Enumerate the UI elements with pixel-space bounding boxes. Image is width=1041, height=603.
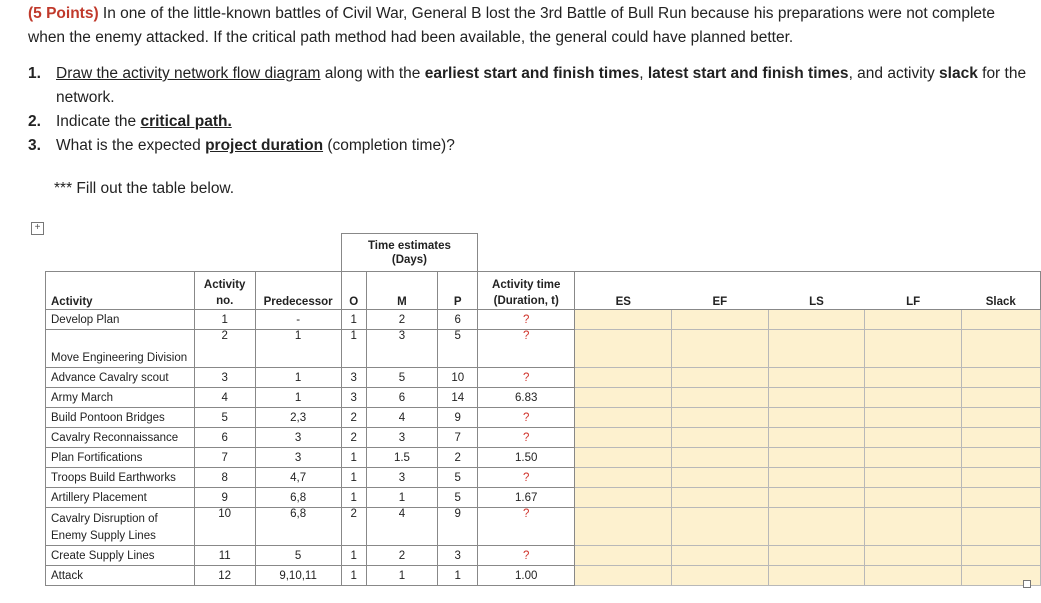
activity-time-cell: ? <box>478 508 575 546</box>
slack-input-cell[interactable] <box>961 428 1040 448</box>
activity-no-cell: 10 <box>194 508 255 546</box>
activity-time-cell: ? <box>478 408 575 428</box>
optimistic-cell: 1 <box>341 546 366 566</box>
predecessor-cell: 6,8 <box>255 488 341 508</box>
slack-input-cell[interactable] <box>961 488 1040 508</box>
lf-input-cell[interactable] <box>865 488 962 508</box>
activity-no-cell: 2 <box>194 330 255 368</box>
question-number: 2. <box>28 113 41 130</box>
predecessor-cell: 1 <box>255 330 341 368</box>
es-header: ES <box>575 272 672 310</box>
lf-input-cell[interactable] <box>865 448 962 468</box>
table-row <box>46 448 1041 468</box>
activity-name-cell: Plan Fortifications <box>46 448 195 468</box>
es-input-cell[interactable] <box>575 546 672 566</box>
activity-no-cell: 12 <box>194 566 255 586</box>
activity-time-cell: 6.83 <box>478 388 575 408</box>
table-row <box>46 408 1041 428</box>
most-likely-cell: 4 <box>366 408 437 428</box>
ef-input-cell[interactable] <box>671 388 768 408</box>
ls-input-cell[interactable] <box>768 388 865 408</box>
predecessor-cell: 5 <box>255 546 341 566</box>
activity-name-cell: Create Supply Lines <box>46 546 195 566</box>
es-input-cell[interactable] <box>575 368 672 388</box>
activity-name-cell: Attack <box>46 566 195 586</box>
optimistic-cell: 1 <box>341 448 366 468</box>
optimistic-cell: 2 <box>341 428 366 448</box>
es-input-cell[interactable] <box>575 310 672 330</box>
ef-input-cell[interactable] <box>671 310 768 330</box>
activity-name-cell: Troops Build Earthworks <box>46 468 195 488</box>
optimistic-header: O <box>341 272 366 310</box>
activity-no-cell: 8 <box>194 468 255 488</box>
activity-time-cell: 1.50 <box>478 448 575 468</box>
most-likely-cell: 2 <box>366 546 437 566</box>
table-row <box>46 566 1041 586</box>
q3-text-2: (completion time)? <box>323 137 455 154</box>
es-input-cell[interactable] <box>575 408 672 428</box>
q3-text-1: What is the expected <box>56 137 206 154</box>
most-likely-cell: 1 <box>366 488 437 508</box>
ef-input-cell[interactable] <box>671 368 768 388</box>
lf-input-cell[interactable] <box>865 508 962 546</box>
es-input-cell[interactable] <box>575 448 672 468</box>
predecessor-cell: 6,8 <box>255 508 341 546</box>
points-label: (5 Points) <box>28 5 99 22</box>
q2-text-1: Indicate the <box>56 113 141 130</box>
slack-input-cell[interactable] <box>961 508 1040 546</box>
q1-bold-2: latest start and finish times <box>647 65 849 82</box>
critical-path-text: critical path. <box>140 113 232 130</box>
activity-no-cell: 11 <box>194 546 255 566</box>
lf-input-cell[interactable] <box>865 566 962 586</box>
lf-input-cell[interactable] <box>865 310 962 330</box>
activity-time-cell: ? <box>478 546 575 566</box>
activity-time-cell: ? <box>478 310 575 330</box>
slack-header: Slack <box>961 272 1040 310</box>
pessimistic-cell: 3 <box>438 546 478 566</box>
lf-input-cell[interactable] <box>865 468 962 488</box>
most-likely-cell: 2 <box>366 310 437 330</box>
predecessor-cell: 1 <box>255 388 341 408</box>
pessimistic-cell: 6 <box>438 310 478 330</box>
es-input-cell[interactable] <box>575 566 672 586</box>
days-header: (Days) <box>391 253 428 266</box>
activity-time-header-2: (Duration, t) <box>493 295 559 307</box>
pessimistic-cell: 5 <box>438 330 478 368</box>
slack-input-cell[interactable] <box>961 388 1040 408</box>
ls-input-cell[interactable] <box>768 468 865 488</box>
slack-input-cell[interactable] <box>961 546 1040 566</box>
intro-text: In one of the little-known battles of Civil War, General B lost the 3rd Battle of Bull Run because his preparations were not complete when the enemy attacked. If the critical path method had been available, the general could have planned better. <box>28 5 995 46</box>
activity-name-cell: Artillery Placement <box>46 488 195 508</box>
ls-header: LS <box>768 272 865 310</box>
ls-input-cell[interactable] <box>768 310 865 330</box>
es-input-cell[interactable] <box>575 330 672 368</box>
pessimistic-cell: 1 <box>438 566 478 586</box>
slack-input-cell[interactable] <box>961 448 1040 468</box>
activity-name-cell: Cavalry Reconnaissance <box>46 428 195 448</box>
activity-no-header-1: Activity <box>203 279 246 291</box>
slack-input-cell[interactable] <box>961 368 1040 388</box>
lf-input-cell[interactable] <box>865 428 962 448</box>
pessimistic-header: P <box>438 272 478 310</box>
optimistic-cell: 1 <box>341 468 366 488</box>
most-likely-cell: 3 <box>366 468 437 488</box>
ls-input-cell[interactable] <box>768 448 865 468</box>
pessimistic-cell: 5 <box>438 468 478 488</box>
ef-input-cell[interactable] <box>671 508 768 546</box>
activity-name-cell: Develop Plan <box>46 310 195 330</box>
activity-time-cell: ? <box>478 428 575 448</box>
pessimistic-cell: 2 <box>438 448 478 468</box>
slack-input-cell[interactable] <box>961 310 1040 330</box>
activity-time-cell: ? <box>478 368 575 388</box>
pessimistic-cell: 14 <box>438 388 478 408</box>
optimistic-cell: 2 <box>341 408 366 428</box>
slack-input-cell[interactable] <box>961 408 1040 428</box>
project-duration-text: project duration <box>205 137 324 154</box>
draw-diagram-text: Draw the activity network flow diagram <box>56 65 321 82</box>
table-row <box>46 388 1041 408</box>
optimistic-cell: 3 <box>341 368 366 388</box>
lf-input-cell[interactable] <box>865 368 962 388</box>
es-input-cell[interactable] <box>575 508 672 546</box>
ef-input-cell[interactable] <box>671 488 768 508</box>
lf-header: LF <box>865 272 962 310</box>
q1-bold-3: slack <box>939 65 978 82</box>
predecessor-cell: 4,7 <box>255 468 341 488</box>
activity-name-cell: Advance Cavalry scout <box>46 368 195 388</box>
ef-input-cell[interactable] <box>671 448 768 468</box>
optimistic-cell: 1 <box>341 310 366 330</box>
ef-header: EF <box>671 272 768 310</box>
lf-input-cell[interactable] <box>865 546 962 566</box>
most-likely-header: M <box>366 272 437 310</box>
pessimistic-cell: 7 <box>438 428 478 448</box>
activity-no-cell: 1 <box>194 310 255 330</box>
ef-input-cell[interactable] <box>671 468 768 488</box>
ls-input-cell[interactable] <box>768 330 865 368</box>
q1-text-3: , and activity <box>848 65 940 82</box>
activity-no-cell: 5 <box>194 408 255 428</box>
question-number: 1. <box>28 65 41 82</box>
question-list <box>28 62 1028 158</box>
activity-table <box>45 233 1041 586</box>
optimistic-cell: 1 <box>341 330 366 368</box>
table-row <box>46 546 1041 566</box>
slack-input-cell[interactable] <box>961 330 1040 368</box>
activity-name-cell: Army March <box>46 388 195 408</box>
table-move-handle-icon[interactable]: + <box>31 222 44 235</box>
ef-input-cell[interactable] <box>671 330 768 368</box>
most-likely-cell: 6 <box>366 388 437 408</box>
table-row <box>46 508 1041 546</box>
lf-input-cell[interactable] <box>865 330 962 368</box>
activity-no-cell: 6 <box>194 428 255 448</box>
ls-input-cell[interactable] <box>768 488 865 508</box>
slack-input-cell[interactable] <box>961 468 1040 488</box>
optimistic-cell: 3 <box>341 388 366 408</box>
table-row <box>46 428 1041 448</box>
es-input-cell[interactable] <box>575 388 672 408</box>
q1-text-2: , <box>639 65 648 82</box>
predecessor-header: Predecessor <box>255 272 341 310</box>
predecessor-cell: 2,3 <box>255 408 341 428</box>
activity-no-cell: 7 <box>194 448 255 468</box>
optimistic-cell: 1 <box>341 488 366 508</box>
problem-intro <box>28 2 1028 50</box>
predecessor-cell: 1 <box>255 368 341 388</box>
question-number: 3. <box>28 137 41 154</box>
activity-name-cell: Build Pontoon Bridges <box>46 408 195 428</box>
pessimistic-cell: 9 <box>438 508 478 546</box>
table-row <box>46 330 1041 368</box>
lf-input-cell[interactable] <box>865 408 962 428</box>
ls-input-cell[interactable] <box>768 368 865 388</box>
most-likely-cell: 4 <box>366 508 437 546</box>
activity-time-cell: ? <box>478 330 575 368</box>
table-row <box>46 488 1041 508</box>
most-likely-cell: 3 <box>366 428 437 448</box>
most-likely-cell: 5 <box>366 368 437 388</box>
question-1 <box>28 62 1028 110</box>
activity-name-cell: Move Engineering Division <box>46 330 195 368</box>
q1-text-4: for the network. <box>56 65 1027 106</box>
ef-input-cell[interactable] <box>671 428 768 448</box>
q1-bold-1: earliest start and finish times <box>424 65 640 82</box>
fill-table-note: *** Fill out the table below. <box>54 180 235 197</box>
time-estimates-header: Time estimates <box>367 239 451 252</box>
table-row <box>46 368 1041 388</box>
activity-name-cell: Cavalry Disruption of Enemy Supply Lines <box>46 508 195 546</box>
activity-no-cell: 9 <box>194 488 255 508</box>
resize-handle-icon[interactable] <box>1023 580 1031 588</box>
es-input-cell[interactable] <box>575 428 672 448</box>
optimistic-cell: 2 <box>341 508 366 546</box>
most-likely-cell: 1.5 <box>366 448 437 468</box>
activity-time-cell: ? <box>478 468 575 488</box>
optimistic-cell: 1 <box>341 566 366 586</box>
ls-input-cell[interactable] <box>768 566 865 586</box>
predecessor-cell: 9,10,11 <box>255 566 341 586</box>
ef-input-cell[interactable] <box>671 408 768 428</box>
ls-input-cell[interactable] <box>768 428 865 448</box>
activity-time-header-1: Activity time <box>492 279 561 291</box>
question-3 <box>28 134 1028 158</box>
ls-input-cell[interactable] <box>768 408 865 428</box>
pessimistic-cell: 9 <box>438 408 478 428</box>
ls-input-cell[interactable] <box>768 546 865 566</box>
es-input-cell[interactable] <box>575 468 672 488</box>
es-input-cell[interactable] <box>575 488 672 508</box>
activity-time-cell: 1.67 <box>478 488 575 508</box>
ef-input-cell[interactable] <box>671 546 768 566</box>
lf-input-cell[interactable] <box>865 388 962 408</box>
table-row <box>46 310 1041 330</box>
q1-text-1: along with the <box>320 65 425 82</box>
predecessor-cell: 3 <box>255 428 341 448</box>
pessimistic-cell: 5 <box>438 488 478 508</box>
most-likely-cell: 3 <box>366 330 437 368</box>
table-row <box>46 468 1041 488</box>
activity-header: Activity <box>46 272 195 310</box>
activity-no-cell: 3 <box>194 368 255 388</box>
ef-input-cell[interactable] <box>671 566 768 586</box>
activity-no-cell: 4 <box>194 388 255 408</box>
pessimistic-cell: 10 <box>438 368 478 388</box>
ls-input-cell[interactable] <box>768 508 865 546</box>
question-2 <box>28 110 1028 134</box>
predecessor-cell: - <box>255 310 341 330</box>
activity-no-header-2: no. <box>216 295 234 307</box>
predecessor-cell: 3 <box>255 448 341 468</box>
activity-time-cell: 1.00 <box>478 566 575 586</box>
most-likely-cell: 1 <box>366 566 437 586</box>
